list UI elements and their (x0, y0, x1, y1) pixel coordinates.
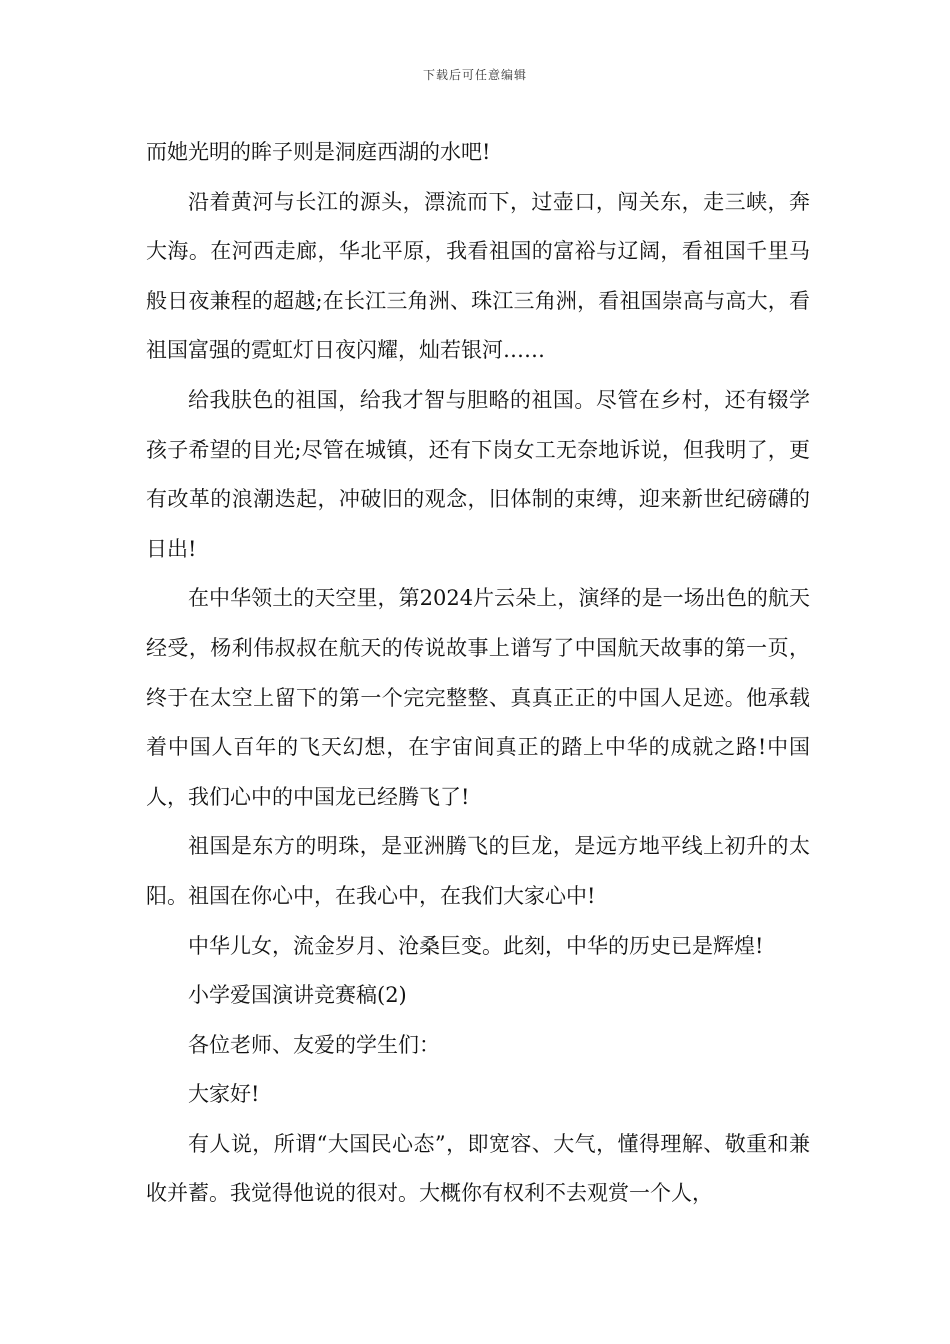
document-body (146, 128, 810, 1219)
section-title: 小学爱国演讲竞赛稿(2) (188, 983, 407, 1008)
salutation: 各位老师、友爱的学生们： (188, 1032, 440, 1057)
greeting: 大家好! (188, 1082, 260, 1107)
paragraph: 沿着黄河与长江的源头，漂流而下，过壶口，闯关东，走三峡，奔大海。在河西走廊，华北平原，我看祖国的富裕与辽阔，看祖国千里马般日夜兼程的超越;在长江三角洲、珠江三角洲，看祖国崇高与高大，看祖国富强的霓虹灯日夜闪耀，灿若银河…… (146, 189, 810, 363)
paragraph: 而她光明的眸子则是洞庭西湖的水吧! (146, 140, 491, 164)
paragraph: 中华儿女，流金岁月、沧桑巨变。此刻，中华的历史已是辉煌! (188, 933, 764, 958)
paragraph: 在中华领土的天空里，第2024片云朵上，演绎的是一场出色的航天经受，杨利伟叔叔在航天的传说故事上谱写了中国航天故事的第一页，终于在太空上留下的第一个完完整整、真真正正的中国人足迹。他承载着中国人百年的飞天幻想，在宇宙间真正的踏上中华的成就之路!中国人，我们心中的中国龙已经腾飞了! (146, 586, 810, 809)
paragraph: 有人说，所谓“大国民心态”，即宽容、大气，懂得理解、敬重和兼收并蓄。我觉得他说的很对。大概你有权利不去观赏一个人， (146, 1131, 810, 1206)
paragraph: 祖国是东方的明珠，是亚洲腾飞的巨龙，是远方地平线上初升的太阳。祖国在你心中，在我心中，在我们大家心中! (146, 834, 810, 908)
page-header: 下载后可任意编辑 (422, 68, 527, 82)
paragraph: 给我肤色的祖国，给我才智与胆略的祖国。尽管在乡村，还有辍学孩子希望的目光;尽管在城镇，还有下岗女工无奈地诉说，但我明了，更有改革的浪潮迭起，冲破旧的观念，旧体制的束缚，迎来新世纪磅礴的日出! (146, 387, 810, 561)
